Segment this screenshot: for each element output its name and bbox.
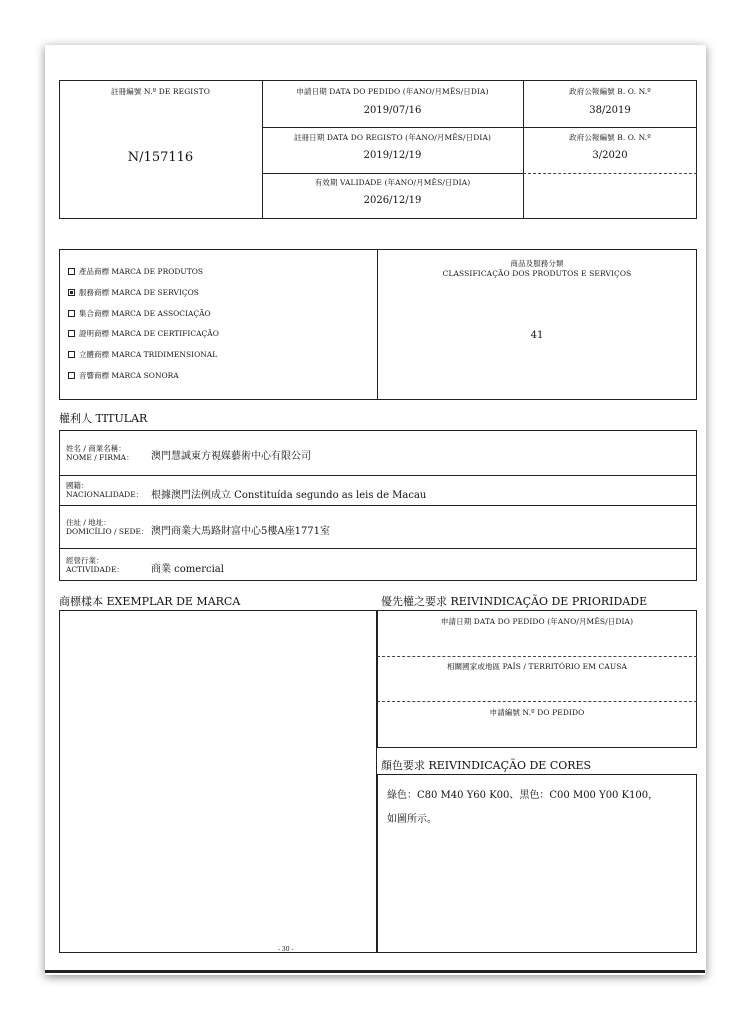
activity-label: 經營行業： ACTIVIDADE： xyxy=(66,556,124,574)
reg-date-label: 註冊日期 DATA DO REGISTO (年ANO/月MÊS/日DIA) xyxy=(293,133,491,142)
address-label: 住址 / 地址： DOMICÍLIO / SEDE： xyxy=(66,518,149,536)
colors-title: 顏色要求 REIVINDICAÇÃO DE CORES xyxy=(381,759,592,772)
mark-type-item: 音響商標 MARCA SONORA xyxy=(68,366,219,387)
mark-type-list xyxy=(68,262,219,387)
nationality-value: 根據澳門法例成立 Constituída segundo as leis de Macau xyxy=(151,490,427,501)
activity-value: 商業 comercial xyxy=(151,564,224,575)
specimen-title: 商標樣本 EXEMPLAR DE MARCA xyxy=(59,595,241,608)
bottom-rule xyxy=(45,970,705,973)
priority-title: 優先權之要求 REIVINDICAÇÃO DE PRIORIDADE xyxy=(381,595,648,608)
mark-type-item: 產品商標 MARCA DE PRODUTOS xyxy=(68,262,219,283)
checked-box-icon xyxy=(68,289,75,296)
checkbox-icon xyxy=(68,372,75,379)
bo-value-2: 3/2020 xyxy=(592,150,628,161)
reg-no-label: 註冊編號 N.º DE REGISTO xyxy=(111,87,210,96)
name-value: 澳門慧誠東方視媒藝術中心有限公司 xyxy=(151,451,311,462)
bo-value-1: 38/2019 xyxy=(589,105,631,116)
classification-label-pt: CLASSIFICAÇÃO DOS PRODUTOS E SERVIÇOS xyxy=(442,269,632,278)
checkbox-icon xyxy=(68,268,75,275)
specimen-footer-mark: - 30 - xyxy=(278,946,294,953)
validity-value: 2026/12/19 xyxy=(363,195,422,206)
bo-label-2: 政府公報編號 B. O. N.º xyxy=(569,133,651,142)
validity-label: 有效期 VALIDADE (年ANO/月MÊS/日DIA) xyxy=(314,178,471,187)
mark-type-item: 立體商標 MARCA TRIDIMENSIONAL xyxy=(68,345,219,366)
classification-label-zh: 商品及服務分類 xyxy=(510,259,564,268)
classification-value: 41 xyxy=(530,330,544,341)
holder-title: 權利人 TITULAR xyxy=(59,412,148,425)
checkbox-icon xyxy=(68,310,75,317)
bo-label-1: 政府公報編號 B. O. N.º xyxy=(569,87,651,96)
nationality-label: 國籍： NACIONALIDADE： xyxy=(66,481,144,499)
name-label: 姓名 / 商業名稱： NOME / FIRMA： xyxy=(66,444,134,462)
mark-type-item: 集合商標 MARCA DE ASSOCIAÇÃO xyxy=(68,304,219,325)
colors-line-2: 如圖所示。 xyxy=(387,814,437,825)
priority-number-label: 申請編號 N.º DO PEDIDO xyxy=(489,708,585,717)
checkbox-icon xyxy=(68,351,75,358)
mark-type-item: 服務商標 MARCA DE SERVIÇOS xyxy=(68,283,219,304)
priority-box xyxy=(377,610,697,748)
reg-no-value: N/157116 xyxy=(127,150,194,165)
reg-date-value: 2019/12/19 xyxy=(363,150,422,161)
colors-line-1: 綠色：C80 M40 Y60 K00、黑色：C00 M00 Y00 K100， xyxy=(387,790,659,801)
checkbox-icon xyxy=(68,330,75,337)
address-value: 澳門商業大馬路財富中心5樓A座1771室 xyxy=(151,526,331,537)
priority-country-label: 相關國家或地區 PAÍS / TERRITÓRIO EM CAUSA xyxy=(446,662,628,671)
priority-date-label: 申請日期 DATA DO PEDIDO (年ANO/月MÊS/日DIA) xyxy=(440,617,634,626)
filing-date-label: 申請日期 DATA DO PEDIDO (年ANO/月MÊS/日DIA) xyxy=(296,87,489,96)
filing-date-value: 2019/07/16 xyxy=(363,105,422,116)
specimen-box xyxy=(59,610,377,953)
mark-type-item: 證明商標 MARCA DE CERTIFICAÇÃO xyxy=(68,324,219,345)
